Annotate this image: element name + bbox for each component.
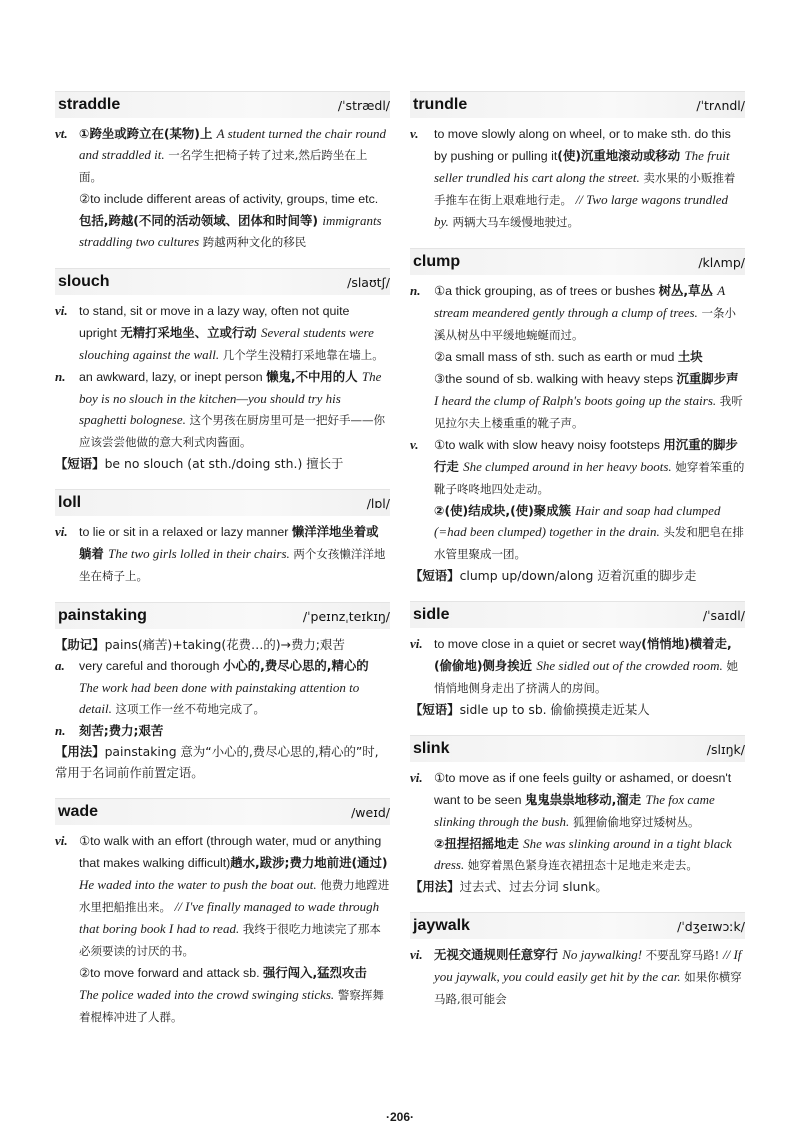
- sense: [410, 833, 745, 876]
- entry-header: [55, 91, 390, 118]
- example-sentence: No jaywalking!: [562, 947, 643, 962]
- example-translation: 两个女孩懒洋洋地坐在椅子上。: [79, 547, 386, 583]
- part-of-speech: vi.: [55, 303, 68, 318]
- chinese-gloss: ②扭捏招摇地走: [434, 836, 524, 851]
- entry-header: [55, 798, 390, 825]
- example-translation: 一名学生把椅子转了过来,然后跨坐在上面。: [79, 148, 368, 184]
- example-translation: 我终于很吃力地读完了那本必须要读的讨厌的书。: [79, 922, 381, 958]
- entry-body: [55, 295, 390, 474]
- entry-painstaking: [55, 602, 390, 783]
- chinese-gloss: 沉重脚步声: [676, 371, 739, 386]
- example-sentence: Hair and soap had clumped (=had been clumped) together in the drain.: [434, 503, 721, 539]
- usage-note: [410, 699, 745, 720]
- entry-header: [55, 268, 390, 295]
- example-sentence: Several students were slouching against the wall.: [79, 325, 374, 362]
- definition: an awkward, lazy, or inept person: [79, 370, 267, 384]
- definition: ①to walk with an effort (through water, mud or anything that makes walking difficult): [79, 834, 382, 870]
- pronunciation: /weɪd/: [351, 805, 390, 820]
- headword: slouch: [58, 273, 110, 290]
- example-translation: 他费力地蹚进水里把船推出来。: [79, 878, 390, 914]
- sense: [410, 368, 745, 434]
- sense: [55, 962, 390, 1028]
- usage-note: [55, 741, 390, 783]
- definition: very careful and thorough: [79, 659, 223, 673]
- entry-header: [410, 601, 745, 628]
- example-translation: 卖水果的小贩推着手推车在街上艰难地行走。: [434, 171, 736, 207]
- right-column: [410, 91, 745, 1025]
- headword: jaywalk: [413, 917, 470, 934]
- entry-loll: [55, 489, 390, 587]
- example-translation: 跨越两种文化的移民: [199, 235, 307, 249]
- part-of-speech: vi.: [410, 636, 423, 651]
- entry-body: [55, 825, 390, 1028]
- sense: [410, 500, 745, 565]
- example-translation: 两辆大马车缓慢地驶过。: [448, 215, 579, 229]
- definition: ①to move as if one feels guilty or ashamed, or doesn't want to be seen: [434, 771, 732, 807]
- chinese-gloss: (使)沉重地滚动或移动: [557, 148, 685, 163]
- page-number: ·206·: [385, 1110, 414, 1124]
- part-of-speech: vi.: [55, 524, 68, 539]
- pronunciation: /ˈdʒeɪwɔːk/: [677, 919, 745, 934]
- entry-header: [410, 248, 745, 275]
- example-sentence: // Two large wagons trundled by.: [434, 192, 729, 229]
- part-of-speech: a.: [55, 658, 65, 673]
- entry-header: [410, 735, 745, 762]
- sense: [55, 366, 390, 453]
- example-sentence: A stream meandered gently through a clump of trees.: [434, 283, 725, 320]
- chinese-gloss: 土块: [677, 349, 703, 364]
- entry-straddle: [55, 91, 390, 253]
- definition: to lie or sit in a relaxed or lazy manner: [79, 525, 292, 539]
- pronunciation: /ˈstrædl/: [337, 98, 390, 113]
- example-translation: 警察挥舞着棍棒冲进了人群。: [79, 988, 384, 1024]
- pronunciation: /ˈsaɪdl/: [702, 608, 745, 623]
- entry-body: [410, 939, 745, 1010]
- entry-body: [410, 628, 745, 720]
- entry-body: [410, 118, 745, 233]
- note-text: pains(痛苦)+taking(花费…的)→费力;艰苦: [104, 637, 345, 652]
- example-sentence: immigrants straddling two cultures: [79, 213, 382, 249]
- entry-slink: [410, 735, 745, 897]
- example-translation: 这个男孩在厨房里可是一把好手——你应该尝尝他做的意大利式肉酱面。: [79, 413, 386, 449]
- usage-note: [410, 565, 745, 586]
- sense: [410, 767, 745, 833]
- sense: [55, 521, 390, 587]
- example-translation: 她穿着笨重的靴子咚咚地四处走动。: [434, 460, 745, 496]
- part-of-speech: v.: [410, 126, 419, 141]
- chinese-gloss: 包括,跨越(不同的活动领域、团体和时间等): [79, 213, 323, 228]
- note-text: be no slouch (at sth./doing sth.) 擅长于: [104, 456, 344, 471]
- definition: to move close in a quiet or secret way: [434, 637, 642, 651]
- chinese-gloss: 树丛,草丛: [658, 283, 718, 298]
- note-tag: 【用法】: [55, 744, 105, 759]
- definition: ②a small mass of sth. such as earth or mud: [434, 350, 678, 364]
- note-tag: 【短语】: [410, 568, 460, 583]
- example-sentence: // I've finally managed to wade through that boring book I had to read.: [79, 899, 380, 936]
- definition: to stand, sit or move in a lazy way, often not quite upright: [79, 304, 350, 340]
- part-of-speech: vi.: [410, 770, 423, 785]
- chinese-gloss: 懒鬼,不中用的人: [266, 369, 362, 384]
- sense: [55, 830, 390, 962]
- sense: [55, 300, 390, 366]
- sense: [410, 633, 745, 699]
- headword: loll: [58, 494, 82, 511]
- example-translation: 我听见拉尔夫上楼重重的靴子声。: [434, 394, 743, 430]
- definition: ②to move forward and attack sb.: [79, 966, 263, 980]
- note-text: clump up/down/along 迈着沉重的脚步走: [459, 568, 697, 583]
- chinese-gloss: 无视交通规则任意穿行: [434, 947, 563, 962]
- entry-body: [410, 762, 745, 897]
- example-translation: 狐狸偷偷地穿过矮树丛。: [569, 815, 700, 829]
- chinese-gloss: 用沉重的脚步行走: [434, 437, 738, 474]
- chinese-gloss: 鬼鬼祟祟地移动,溜走: [524, 792, 646, 807]
- sense: [410, 944, 745, 1010]
- pronunciation: /slɪŋk/: [706, 742, 745, 757]
- part-of-speech: v.: [410, 437, 419, 452]
- headword: slink: [413, 740, 450, 757]
- example-translation: 如果你横穿马路,很可能会: [434, 970, 742, 1006]
- chinese-gloss: 小心的,费尽心思的,精心的: [222, 658, 369, 673]
- part-of-speech: n.: [55, 723, 66, 738]
- headword: trundle: [413, 96, 468, 113]
- example-translation: 一条小溪从树丛中平缓地蜿蜒而过。: [434, 306, 736, 342]
- example-sentence: The boy is no slouch in the kitchen—you should try his spaghetti bolognese.: [79, 369, 382, 427]
- entry-slouch: [55, 268, 390, 474]
- chinese-gloss: 无精打采地坐、立或行动: [120, 325, 261, 340]
- entry-body: [410, 275, 745, 586]
- example-sentence: She sidled out of the crowded room.: [536, 658, 723, 673]
- part-of-speech: n.: [410, 283, 421, 298]
- chinese-gloss: 刻苦;费力;艰苦: [79, 723, 164, 738]
- note-tag: 【用法】: [410, 879, 460, 894]
- headword: painstaking: [58, 607, 147, 624]
- entry-header: [410, 91, 745, 118]
- example-sentence: The work had been done with painstaking attention to detail.: [79, 680, 360, 716]
- entry-wade: [55, 798, 390, 1028]
- headword: sidle: [413, 606, 450, 623]
- note-text: sidle up to sb. 偷偷摸摸走近某人: [459, 702, 650, 717]
- definition: ①a thick grouping, as of trees or bushes: [434, 284, 659, 298]
- example-translation: 她穿着黑色紧身连衣裙扭态十足地走来走去。: [464, 858, 698, 872]
- entry-clump: [410, 248, 745, 586]
- definition: ①to walk with slow heavy noisy footsteps: [434, 438, 664, 452]
- pronunciation: /slaʊtʃ/: [347, 275, 390, 290]
- chinese-gloss: 强行闯入,猛烈攻击: [262, 965, 367, 980]
- chinese-gloss: ①跨坐或跨立在(某物)上: [79, 126, 217, 141]
- headword: wade: [58, 803, 99, 820]
- sense: [55, 655, 390, 720]
- part-of-speech: vi.: [410, 947, 423, 962]
- example-sentence: He waded into the water to push the boat out.: [79, 877, 317, 892]
- entry-jaywalk: [410, 912, 745, 1010]
- entry-header: [55, 489, 390, 516]
- example-translation: 不要乱穿马路!: [642, 948, 723, 962]
- example-translation: 这项工作一丝不苟地完成了。: [111, 702, 266, 716]
- entry-header: [55, 602, 390, 629]
- chinese-gloss: 懒洋洋地坐着或躺着: [79, 524, 379, 561]
- part-of-speech: vi.: [55, 833, 68, 848]
- example-sentence: A student turned the chair round and straddled it.: [79, 126, 387, 162]
- chinese-gloss: (悄悄地)横着走,(偷偷地)侧身挨近: [434, 636, 732, 673]
- note-tag: 【短语】: [410, 702, 460, 717]
- definition: ②to include different areas of activity, groups, time etc.: [79, 192, 379, 206]
- example-sentence: The two girls lolled in their chairs.: [108, 546, 290, 561]
- entry-header: [410, 912, 745, 939]
- sense: [55, 188, 390, 253]
- entry-sidle: [410, 601, 745, 720]
- chinese-gloss: 趟水,跋涉;费力地前进(通过): [230, 855, 388, 870]
- example-translation: 几个学生没精打采地靠在墙上。: [219, 348, 384, 362]
- sense: [55, 720, 390, 741]
- part-of-speech: n.: [55, 369, 66, 384]
- sense: [410, 123, 745, 233]
- entry-body: [55, 629, 390, 783]
- part-of-speech: vt.: [55, 126, 68, 141]
- entry-trundle: [410, 91, 745, 233]
- note-text: 过去式、过去分词 slunk。: [459, 879, 608, 894]
- entry-body: [55, 118, 390, 253]
- mnemonic-note: [55, 634, 390, 655]
- left-column: [55, 91, 390, 1043]
- usage-note: [55, 453, 390, 474]
- sense: [410, 280, 745, 346]
- pronunciation: /klʌmp/: [698, 255, 745, 270]
- pronunciation: /ˈpeɪnzˌteɪkɪŋ/: [302, 609, 390, 624]
- example-sentence: She clumped around in her heavy boots.: [463, 459, 672, 474]
- note-text: painstaking 意为“小心的,费尽心思的,精心的”时,常用于名词前作前置定语。: [55, 744, 379, 780]
- example-sentence: I heard the clump of Ralph's boots going up the stairs.: [434, 393, 717, 408]
- pronunciation: /ˈtrʌndl/: [696, 98, 745, 113]
- example-translation: 她悄悄地侧身走出了挤满人的房间。: [434, 659, 738, 695]
- example-sentence: The fruit seller trundled his cart along the street.: [434, 148, 730, 185]
- note-tag: 【助记】: [55, 637, 105, 652]
- example-sentence: The police waded into the crowd swinging sticks.: [79, 987, 335, 1002]
- example-sentence: The fox came slinking through the bush.: [434, 792, 715, 829]
- headword: straddle: [58, 96, 121, 113]
- sense: [55, 123, 390, 188]
- pronunciation: /lɒl/: [366, 496, 390, 511]
- headword: clump: [413, 253, 461, 270]
- chinese-gloss: ②(使)结成块,(使)聚成簇: [434, 503, 576, 518]
- note-tag: 【短语】: [55, 456, 105, 471]
- sense: [410, 434, 745, 500]
- example-translation: 头发和肥皂在排水管里聚成一团。: [434, 525, 744, 561]
- example-sentence: // If you jaywalk, you could easily get hit by the car.: [434, 947, 742, 984]
- example-sentence: She was slinking around in a tight black dress.: [434, 836, 732, 872]
- definition: ③the sound of sb. walking with heavy steps: [434, 372, 677, 386]
- definition: to move slowly along on wheel, or to make sth. do this by pushing or pulling it: [434, 127, 731, 163]
- usage-note: [410, 876, 745, 897]
- entry-body: [55, 516, 390, 587]
- sense: [410, 346, 745, 368]
